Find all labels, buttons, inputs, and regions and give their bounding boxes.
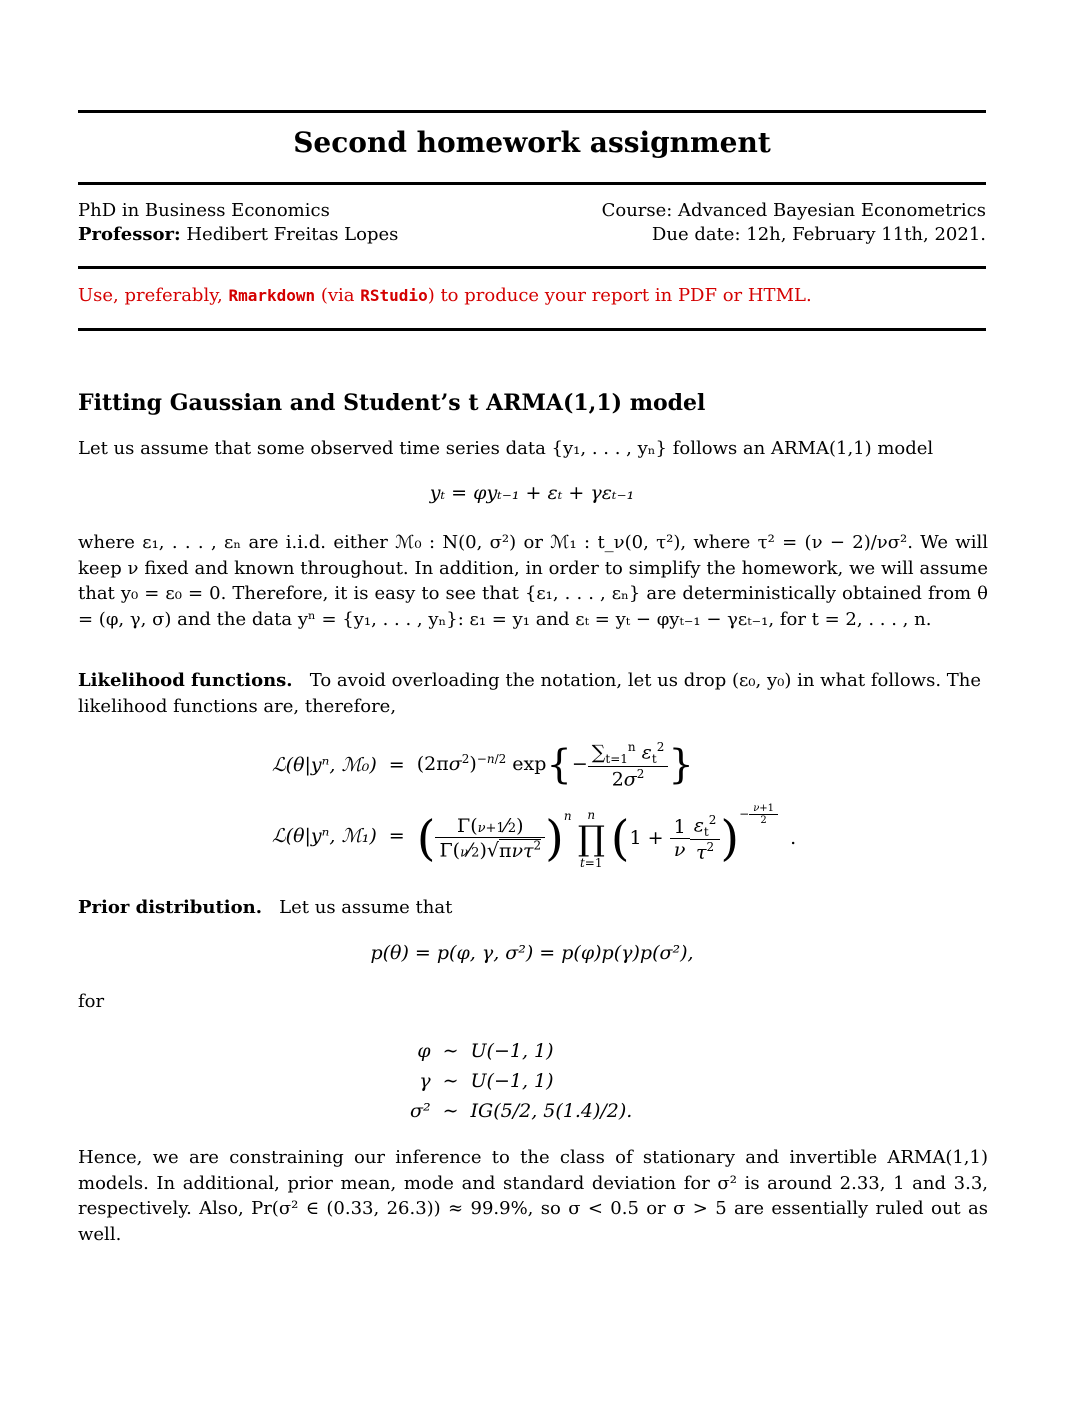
top-rule xyxy=(78,110,986,113)
professor-name: Hedibert Freitas Lopes xyxy=(186,224,399,245)
prior-sim: ∼ xyxy=(442,1070,459,1092)
lik0-rhs: $(2\pi\sigma^2)^{-n/2}$ exp{− $\frac{\sum_{t=1}^n \varepsilon_t^2}{2\sigma^2}$ } xyxy=(416,739,694,791)
notice-text-3: ) to produce your report in PDF or HTML. xyxy=(427,285,812,306)
prior-list xyxy=(404,1036,638,1126)
lik0-lhs: ℒ(θ|yⁿ, ℳ₀) xyxy=(272,754,377,776)
prior-sim: ∼ xyxy=(442,1040,459,1062)
likelihood-equations xyxy=(266,736,802,878)
model-description-paragraph: where ε₁, . . . , εₙ are i.i.d. either ℳ₀ : N(0, σ²) or ℳ₁ : t_ν(0, τ²), where τ² = (ν − 2)/νσ². We will keep ν fixed and known throughout. In addition, in order to simplify the homework, we will assume that y₀ = ε₀ = 0. Therefore, it is easy to see that {ε₁, . . . , εₙ} are deterministically obtained from θ = (φ, γ, σ) and the data yⁿ = {y₁, . . . , yₙ}: ε₁ = y₁ and εₜ = yₜ − φyₜ₋₁ − γεₜ₋₁, for t = 2, . . . , n. xyxy=(78,532,988,630)
rmarkdown-code: Rmarkdown xyxy=(228,286,316,305)
likelihood-m0 xyxy=(266,736,802,794)
notice-rule xyxy=(78,328,986,331)
section-heading: Fitting Gaussian and Student’s t ARMA(1,1) model xyxy=(78,390,706,416)
prior-rhs: IG(5/2, 5(1.4)/2). xyxy=(470,1100,633,1122)
prior-equation: p(θ) = p(φ, γ, σ²) = p(φ)p(γ)p(σ²), xyxy=(370,942,694,964)
prior-row xyxy=(404,1066,638,1096)
prior-heading: Prior distribution. xyxy=(78,897,262,918)
model-equation: yₜ = φyₜ₋₁ + εₜ + γεₜ₋₁ xyxy=(429,482,635,504)
prior-sim: ∼ xyxy=(442,1100,459,1122)
professor-line xyxy=(78,222,398,247)
prior-rhs: U(−1, 1) xyxy=(470,1070,554,1092)
rstudio-code: RStudio xyxy=(360,286,428,305)
report-notice xyxy=(78,285,812,306)
lik1-rhs: ( $\frac{\Gamma(\nu+1⁄2)}{\Gamma(\nu⁄2)√\pi\nu\tau^2}$ )$^n$ n ∏ t=1 (1 + $\frac{1}{\nu}$ $\frac{\varepsilon_t^2}{\tau^2}$ )$^{- \frac{\nu+1}{2}}$ . xyxy=(416,802,797,870)
prior-lhs: φ xyxy=(417,1040,431,1062)
likelihood-paragraph xyxy=(78,668,988,719)
likelihood-heading: Likelihood functions. xyxy=(78,670,293,691)
prior-row xyxy=(404,1096,638,1126)
professor-label: Professor: xyxy=(78,224,181,245)
due-date: Due date: 12h, February 11th, 2021. xyxy=(651,224,986,245)
page-title: Second homework assignment xyxy=(293,126,771,159)
notice-text-1: Use, preferably, xyxy=(78,285,229,306)
lik0-eq: = xyxy=(388,754,405,776)
closing-paragraph: Hence, we are constraining our inference to the class of stationary and invertible ARMA(1,1) models. In additional, prior mean, mode and standard deviation for σ² is around 2.33, 1 and 3.3, respectively. Also, Pr(σ² ∈ (0.33, 26.3)) ≈ 99.9%, so σ < 0.5 or σ > 5 are essentially ruled out as well. xyxy=(78,1147,988,1245)
prior-rhs: U(−1, 1) xyxy=(470,1040,554,1062)
intro-paragraph: Let us assume that some observed time series data {y₁, . . . , yₙ} follows an ARMA(1,1) model xyxy=(78,438,934,459)
prior-lhs: σ² xyxy=(410,1100,431,1122)
program-name: PhD in Business Economics xyxy=(78,200,330,221)
title-rule xyxy=(78,182,986,185)
likelihood-text: To avoid overloading the notation, let us drop (ε₀, y₀) in what follows. The likelihood functions are, therefore, xyxy=(78,670,982,717)
for-text: for xyxy=(78,991,105,1012)
likelihood-m1 xyxy=(266,794,802,878)
meta-rule xyxy=(78,266,986,269)
course-name: Course: Advanced Bayesian Econometrics xyxy=(601,200,986,221)
lik1-eq: = xyxy=(388,825,405,847)
notice-text-2: (via xyxy=(315,285,361,306)
prior-text: Let us assume that xyxy=(279,897,453,918)
prior-paragraph xyxy=(78,895,988,921)
lik1-lhs: ℒ(θ|yⁿ, ℳ₁) xyxy=(272,825,377,847)
prior-lhs: γ xyxy=(419,1070,431,1092)
prior-row xyxy=(404,1036,638,1066)
